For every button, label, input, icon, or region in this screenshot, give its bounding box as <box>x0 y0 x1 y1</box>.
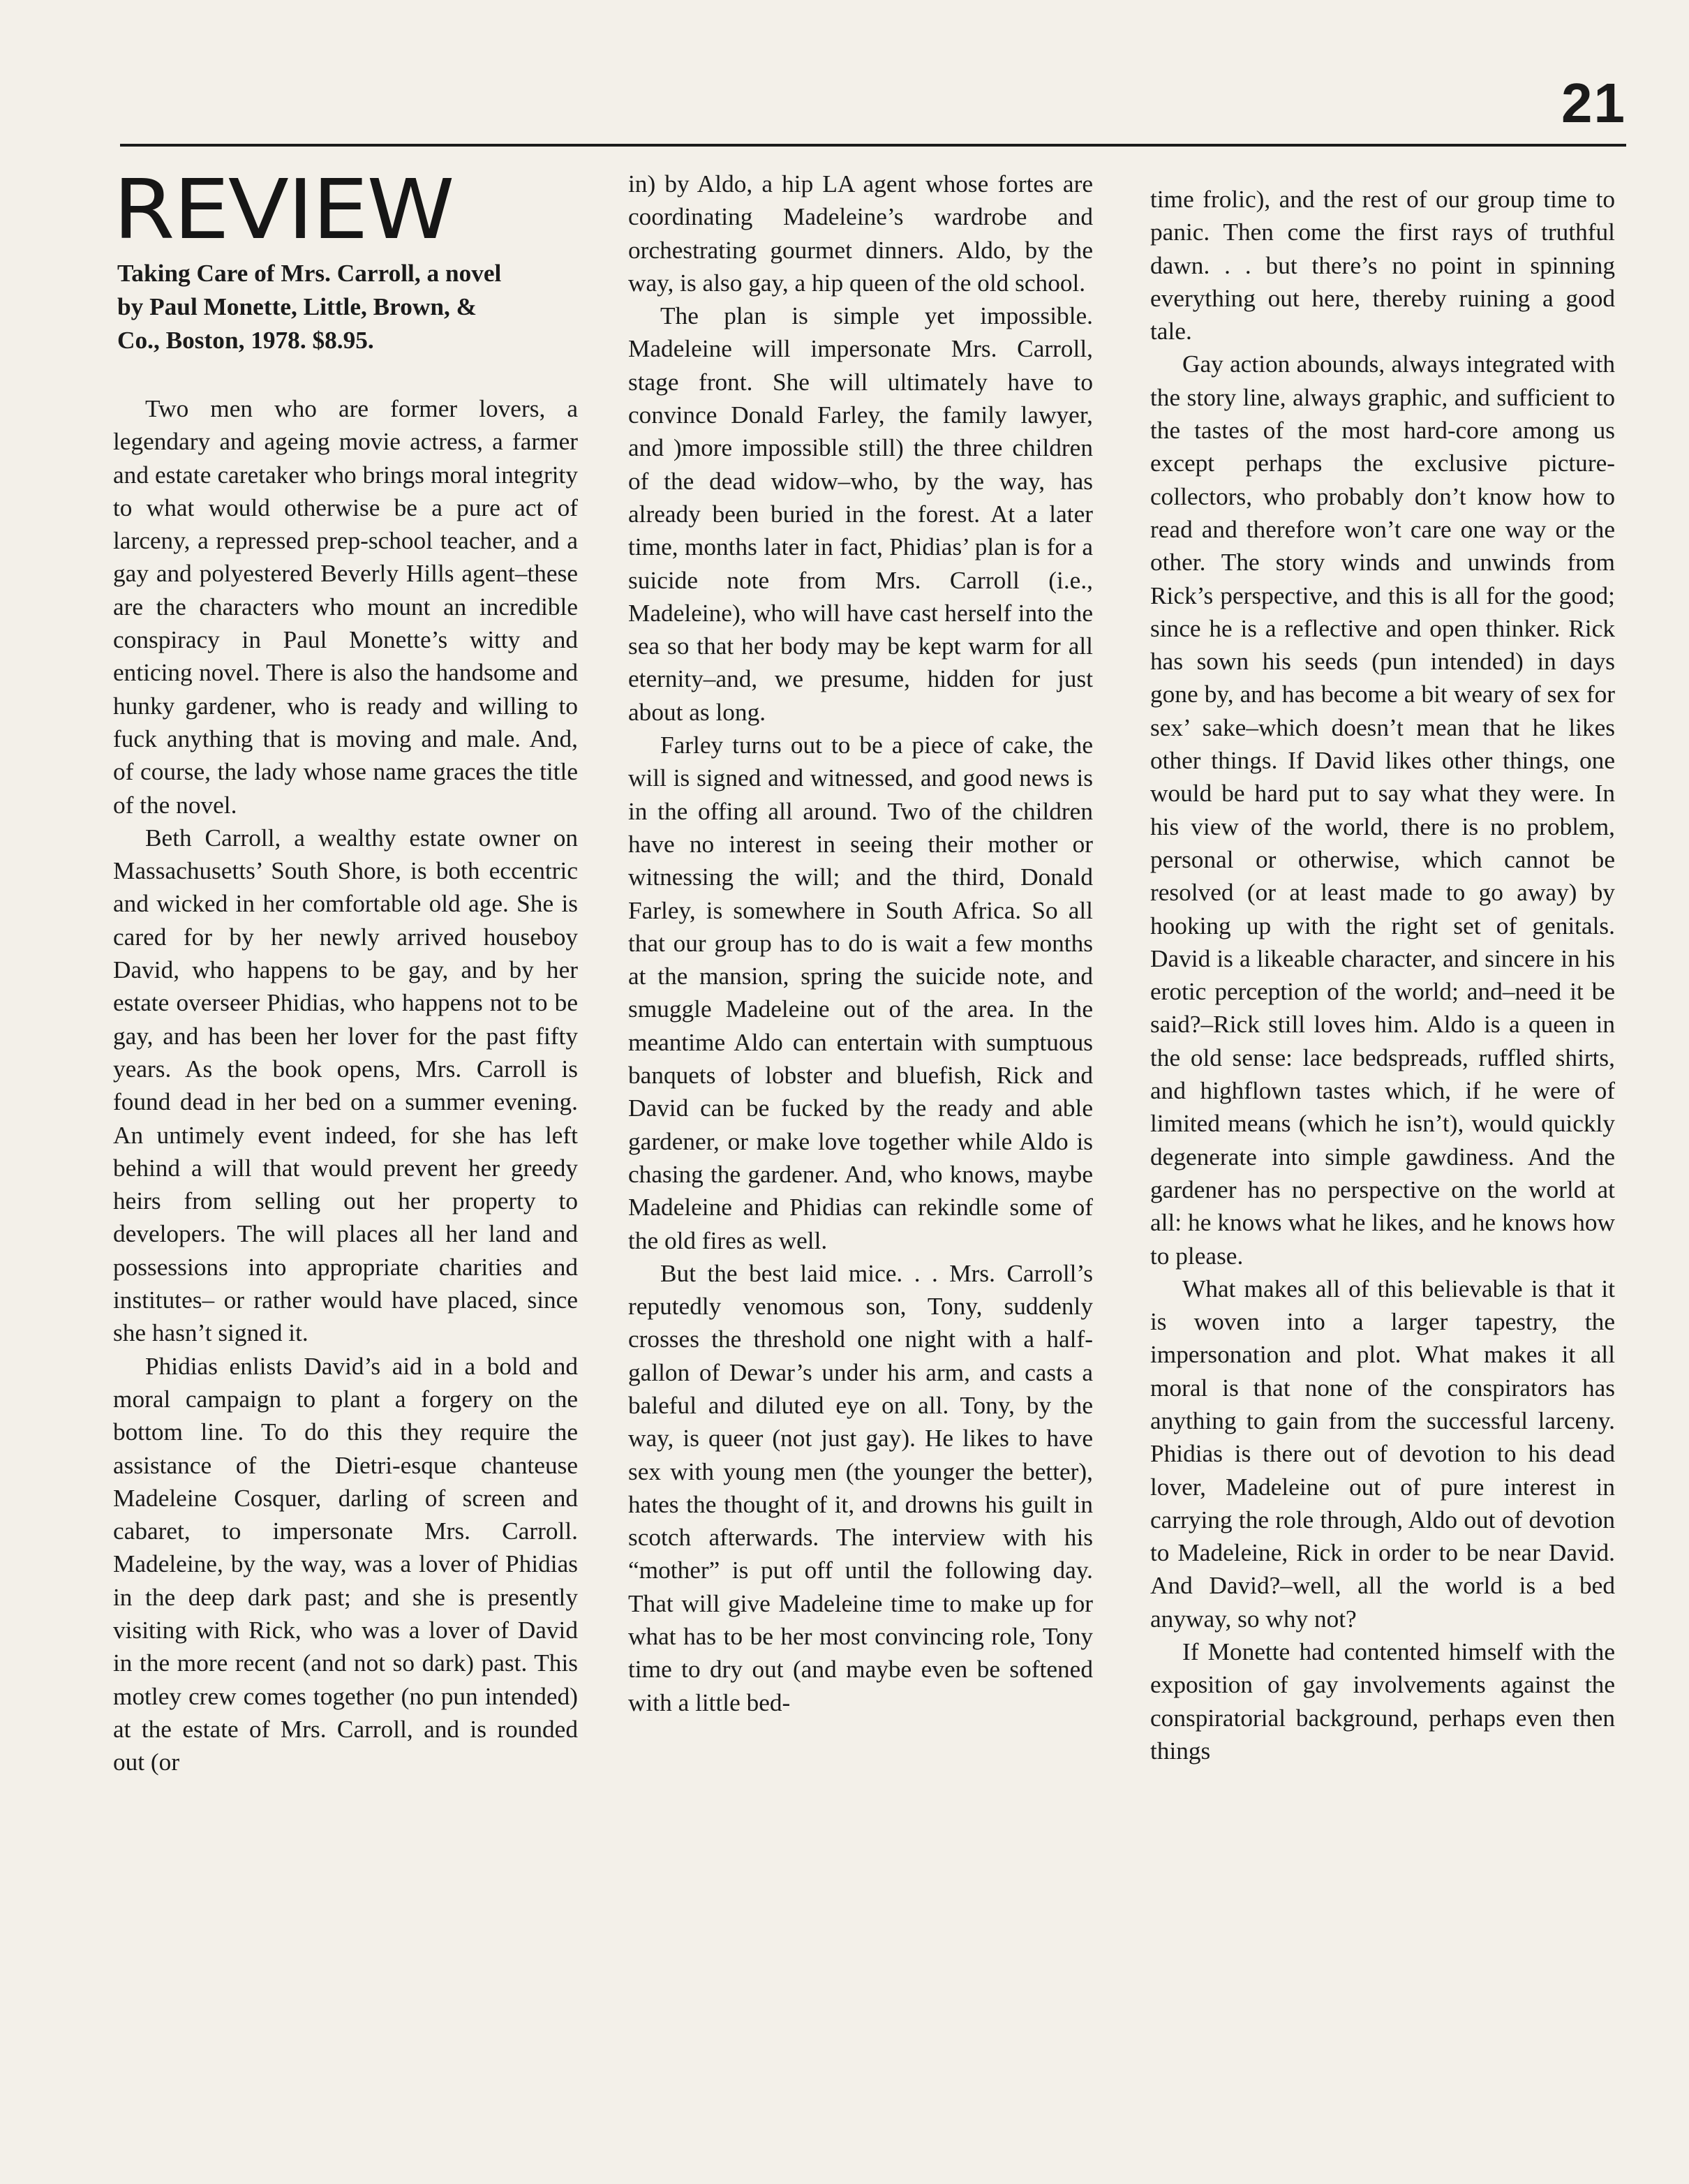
paragraph: Gay action abounds, always integrated with the story line, always graphic, and sufficient to the tastes of the most hard-core among us except perhaps the exclusive picture-collectors, who probably don’t know how to read and therefore won’t care one way or the other. The story winds and unwinds from Rick’s perspective, and this is all for the good; since he is a reflective and open thinker. Rick has sown his seeds (pun intended) in days gone by, and has become a bit weary of sex for sex’ sake–which doesn’t mean that he likes other things. If David likes other things, one would be hard put to say what they were. In his view of the world, there is no problem, personal or otherwise, which cannot be resolved (or at least made to go away) by hooking up with the right set of genitals. David is a likeable character, and sincere in his erotic perception of the world; and–need it be said?–Rick still loves him. Aldo is a queen in the old sense: lace bedspreads, ruffled shirts, and highflown tastes which, if he were of limited means (which he isn’t), would quickly degenerate into simple gawdiness. And the gardener has no perspective on the world at all: he knows what he likes, and he knows how to please. <box>1150 350 1615 1270</box>
paragraph: in) by Aldo, a hip LA agent whose fortes are coordinating Madeleine’s wardrobe and orchestrating gourmet dinners. Aldo, by the way, is also gay, a hip queen of the old school. <box>628 170 1093 297</box>
book-citation-line: Taking Care of Mrs. Carroll, a novel <box>117 260 502 287</box>
review-heading: REVIEW <box>113 161 454 258</box>
paragraph: Farley turns out to be a piece of cake, the will is signed and witnessed, and good news is in the offing all around. Two of the children have no interest in seeing their mother or witnessing the will; and the third, Donald Farley, is somewhere in South Africa. So all that our group has to do is wait a few months at the mansion, spring the suicide note, and smuggle Madeleine out of the area. In the meantime Aldo can entertain with sumptuous banquets of lobster and bluefish, Rick and David can be fucked by the ready and able gardener, or make love together while Aldo is chasing the gardener. And, who knows, maybe Madeleine and Phidias can rekindle some of the old fires as well. <box>628 731 1093 1254</box>
paragraph: But the best laid mice. . . Mrs. Carroll’s reputedly venomous son, Tony, suddenly crosses the threshold one night with a half-gallon of Dewar’s under his arm, and casts a baleful and diluted eye on all. Tony, by the way, is queer (not just gay). He likes to have sex with young men (the younger the better), hates the thought of it, and drowns his guilt in scotch afterwards. The interview with his “mother” is put off until the following day. That will give Madeleine time to make up for what has to be her most convincing role, Tony time to dry out (and maybe even be softened with a little bed- <box>628 1259 1093 1716</box>
paragraph: If Monette had contented himself with the exposition of gay involvements against the conspiratorial background, perhaps even then things <box>1150 1638 1615 1765</box>
book-citation-line: by Paul Monette, Little, Brown, & <box>117 293 477 320</box>
book-citation-line: Co., Boston, 1978. $8.95. <box>117 327 374 354</box>
header-rule <box>120 144 1626 147</box>
paragraph: What makes all of this believable is that it is woven into a larger tapestry, the impersonation and plot. What makes it all moral is that none of the conspirators has anything to gain from the successful larceny. Phidias is there out of devotion to his dead lover, Madeleine out of pure interest in carrying the role through, Aldo out of devotion to Madeleine, Rick in order to be near David. And David?–well, all the world is a bed anyway, so why not? <box>1150 1275 1615 1633</box>
paragraph: time frolic), and the rest of our group time to panic. Then come the first rays of truthful dawn. . . but there’s no point in spinning everything out here, thereby ruining a good tale. <box>1150 186 1615 346</box>
column-1 <box>113 161 578 1778</box>
column-3 <box>1150 183 1615 1767</box>
paragraph: Phidias enlists David’s aid in a bold and moral campaign to plant a forgery on the bottom line. To do this they require the assistance of the Dietri-esque chanteuse Madeleine Cosquer, darling of screen and cabaret, to impersonate Mrs. Carroll. Madeleine, by the way, was a lover of Phidias in the deep dark past; and she is presently visiting with Rick, who was a lover of David in the more recent (and not so dark) past. This motley crew comes together (no pun intended) at the estate of Mrs. Carroll, and is rounded out (or <box>113 1352 578 1776</box>
page-number: 21 <box>1561 72 1626 134</box>
paragraph: Two men who are former lovers, a legendary and ageing movie actress, a farmer and estate caretaker who brings moral integrity to what would otherwise be a pure act of larceny, a repressed prep-school teacher, and a gay and polyestered Beverly Hills agent–these are the characters who mount an incredible conspiracy in Paul Monette’s witty and enticing novel. There is also the handsome and hunky gardener, who is ready and willing to fuck anything that is moving and male. And, of course, the lady whose name graces the title of the novel. <box>113 395 578 819</box>
paragraph: The plan is simple yet impossible. Madeleine will impersonate Mrs. Carroll, stage front. She will ultimately have to convince Donald Farley, the family lawyer, and )more impossible still) the three children of the dead widow–who, by the way, has already been buried in the forest. At a later time, months later in fact, Phidias’ plan is for a suicide note from Mrs. Carroll (i.e., Madeleine), who will have cast herself into the sea so that her body may be kept warm for all eternity–and, we presume, hidden for just about as long. <box>628 302 1093 726</box>
paragraph: Beth Carroll, a wealthy estate owner on Massachusetts’ South Shore, is both eccentric and wicked in her comfortable old age. She is cared for by her newly arrived houseboy David, who happens to be gay, and by her estate overseer Phidias, who happens not to be gay, and has been her lover for the past fifty years. As the book opens, Mrs. Carroll is found dead in her bed on a summer evening. An untimely event indeed, for she has left behind a will that would prevent her greedy heirs from selling out her property to developers. The will places all her land and possessions into appropriate charities and institutes– or rather would have placed, since she hasn’t signed it. <box>113 824 578 1347</box>
column-2 <box>628 168 1093 1719</box>
book-citation <box>117 257 578 357</box>
